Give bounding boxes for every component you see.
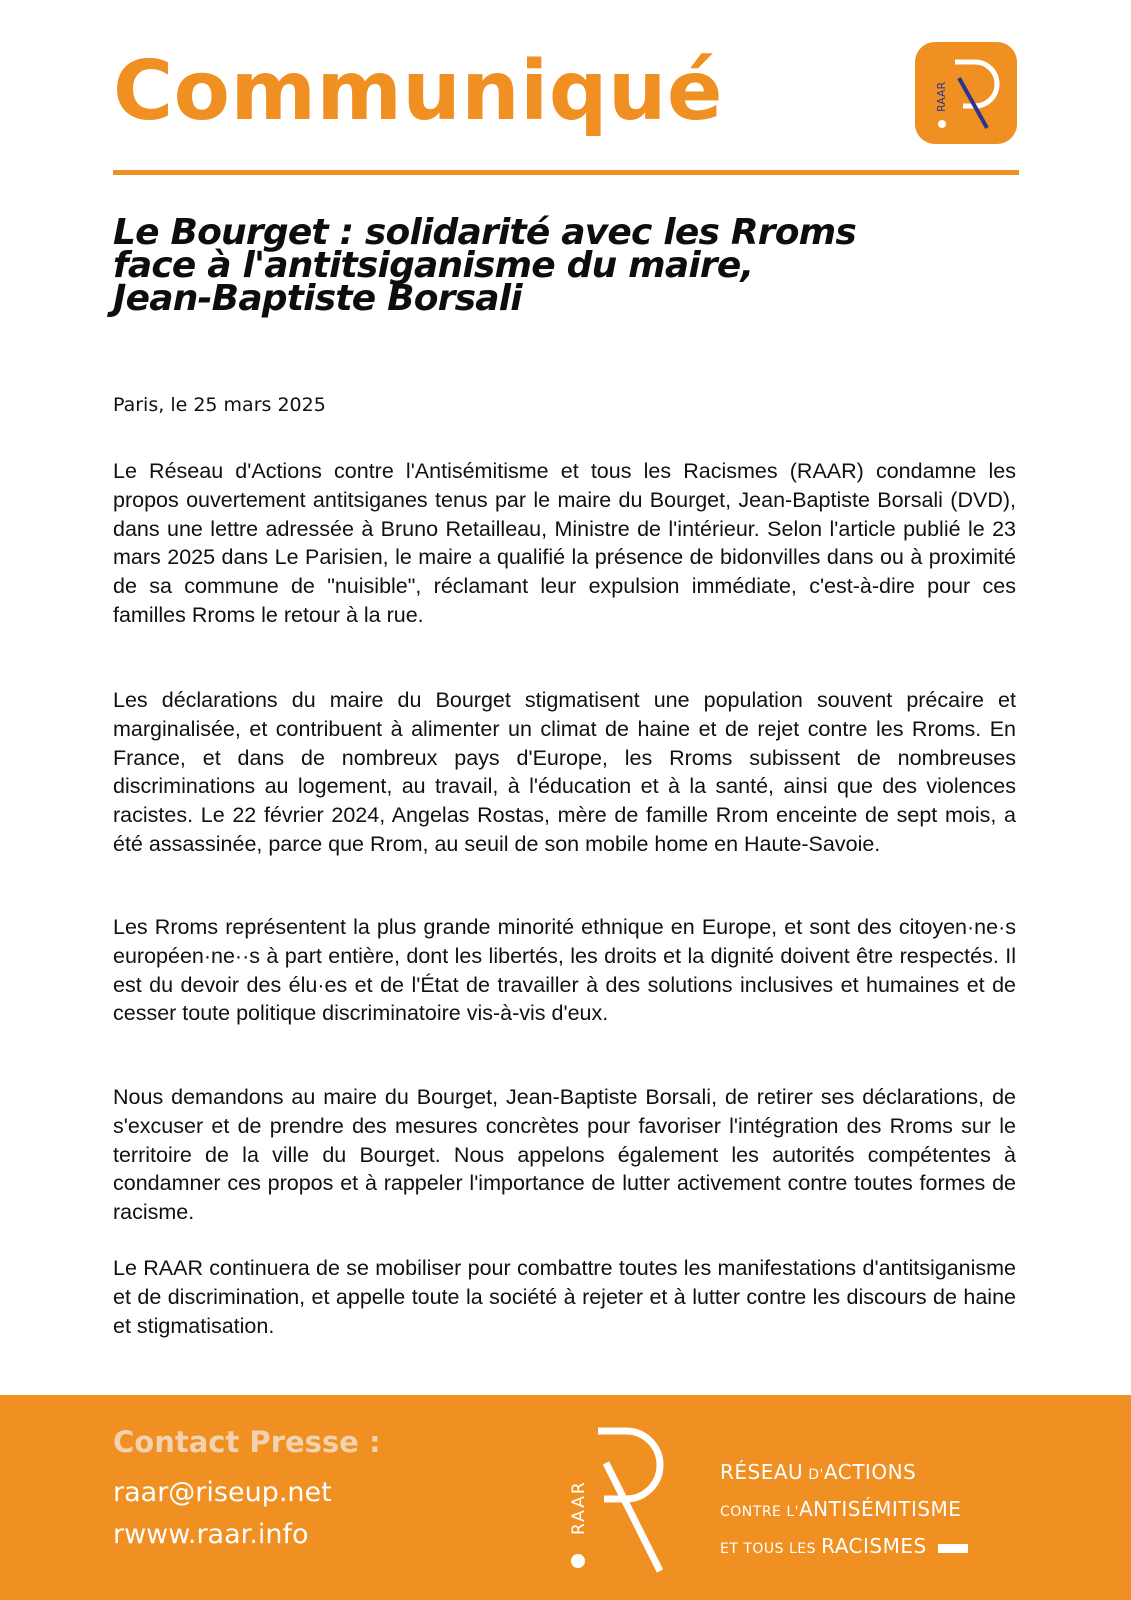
title-line: face à l'antitsiganisme du maire, — [113, 245, 754, 286]
decorative-bar — [938, 1544, 968, 1553]
paragraph: Le RAAR continuera de se mobiliser pour combattre toutes les manifestations d'antitsiganisme et de discrimination, et appelle toute la société à rejeter et à lutter contre les discours de haine et stigmatisation. — [113, 1256, 1016, 1338]
org-name-text: RACISMES — [821, 1534, 927, 1558]
dateline: Paris, le 25 mars 2025 — [113, 394, 326, 416]
raar-footer-logo-icon — [570, 1425, 680, 1579]
contact-website-link[interactable]: rwww.raar.info — [113, 1519, 309, 1550]
paragraph: Les Rroms représentent la plus grande minorité ethnique en Europe, et sont des citoyen·ne·s européen·ne··s à part entière, dont les libertés, les droits et la dignité doivent être respectés. Il est du devoir des élu·es et de l'État de travailler à des solutions inclusives et humaines et de cesser toute politique discriminatoire vis-à-vis d'eux. — [113, 915, 1016, 1026]
paragraph: Le Réseau d'Actions contre l'Antisémitisme et tous les Racismes (RAAR) condamne les propos ouvertement antitsiganes tenus par le maire du Bourget, Jean-Baptiste Borsali (DVD), dans une lettre adressée à Bruno Retailleau, Ministre de l'intérieur. Selon l'article publié le 23 mars 2025 dans Le Parisien, le maire a qualifié la présence de bidonvilles dans ou à proximité de sa commune de "nuisible", réclamant leur expulsion immédiate, c'est-à-dire pour ces familles Rroms le retour à la rue. — [113, 459, 1016, 627]
logo-text: RAAR — [935, 81, 948, 112]
org-name-text: ACTIONS — [823, 1460, 917, 1484]
header-divider — [113, 170, 1019, 175]
org-name-text: ANTISÉMITISME — [799, 1497, 962, 1521]
org-name-text: D' — [808, 1467, 824, 1483]
contact-heading: Contact Presse : — [113, 1425, 381, 1459]
contact-email-link[interactable]: raar@riseup.net — [113, 1477, 332, 1508]
paragraph: Nous demandons au maire du Bourget, Jean-Baptiste Borsali, de retirer ses déclarations, de s'excuser et de prendre des mesures concrètes pour favoriser l'intégration des Rroms sur le territoire de la ville du Bourget. Nous appelons également les autorités compétentes à condamner ces propos et à rappeler l'importance de lutter activement contre toutes formes de racisme. — [113, 1085, 1016, 1225]
raar-logo-icon — [915, 42, 1017, 144]
org-name-text: ET TOUS LES — [720, 1541, 817, 1557]
footer — [0, 1395, 1131, 1600]
org-name-text: RÉSEAU — [720, 1460, 804, 1484]
title-line: Le Bourget : solidarité avec les Rroms — [113, 212, 856, 253]
page-title: Communiqué — [113, 44, 723, 139]
title-line: Jean-Baptiste Borsali — [113, 278, 522, 319]
org-name-text: CONTRE L' — [720, 1504, 799, 1520]
document-title — [113, 212, 1013, 319]
paragraph: Les déclarations du maire du Bourget stigmatisent une population souvent précaire et marginalisée, et contribuent à alimenter un climat de haine et de rejet contre les Rroms. En France, et dans de nombreux pays d'Europe, les Rroms subissent de nombreuses discriminations au logement, au travail, à l'éducation et à la santé, ainsi que des violences racistes. Le 22 février 2024, Angelas Rostas, mère de famille Rrom enceinte de sept mois, a été assassinée, parce que Rrom, au seuil de son mobile home en Haute-Savoie. — [113, 688, 1016, 856]
organization-name — [720, 1455, 968, 1566]
footer-logo-text: RAAR — [570, 1480, 589, 1535]
